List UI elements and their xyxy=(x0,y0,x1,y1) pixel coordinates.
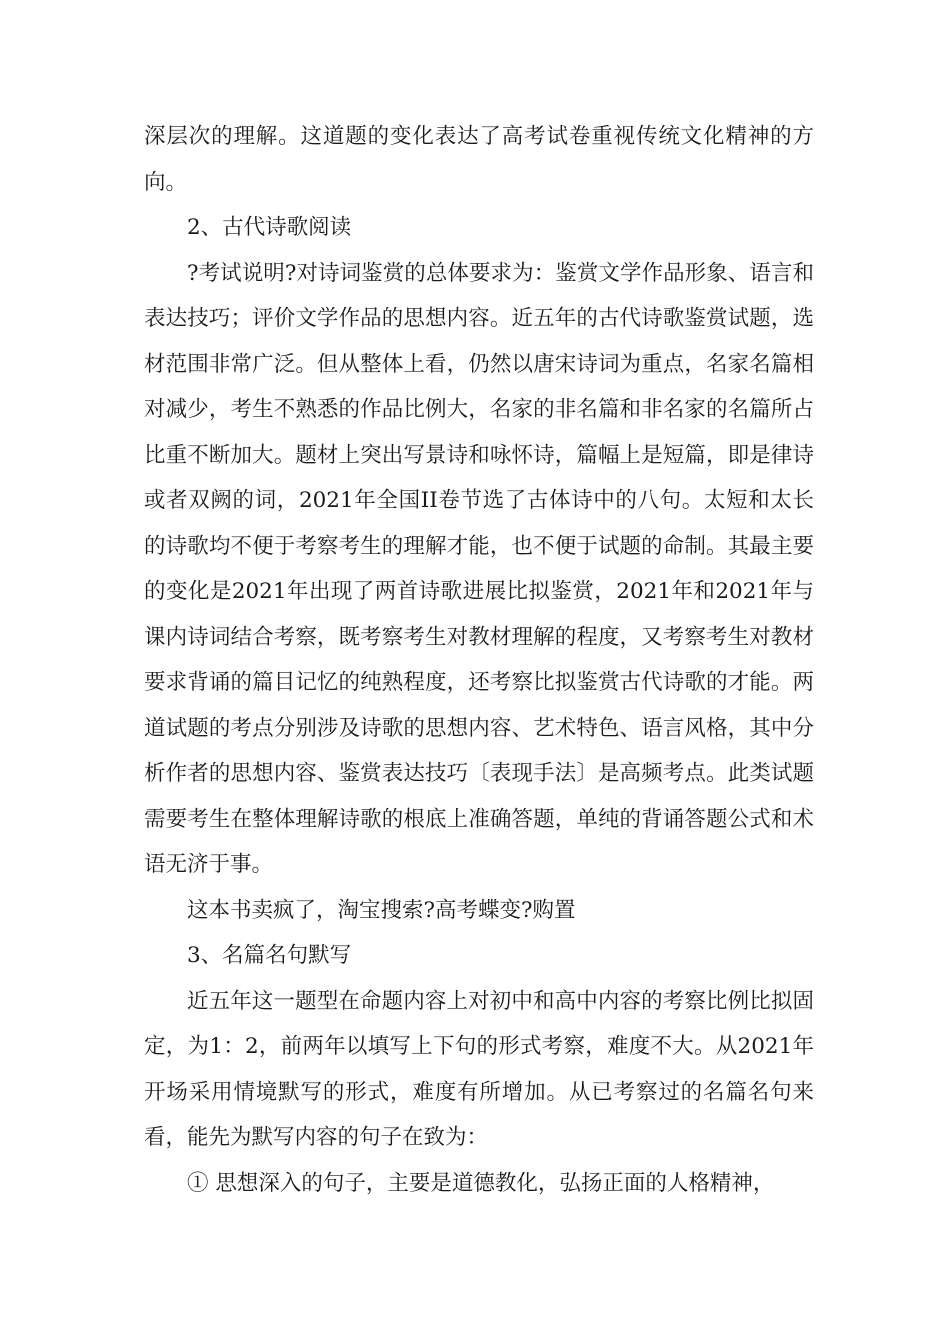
document-body xyxy=(144,114,814,1206)
section-heading-poetry-reading: 2、古代诗歌阅读 xyxy=(187,215,352,240)
list-item-1: ① 思想深入的句子，主要是道德教化，弘扬正面的人格精神， xyxy=(187,1170,775,1196)
paragraph-poetry-analysis: ?考试说明?对诗词鉴赏的总体要求为：鉴赏文学作品形象、语言和表达技巧；评价文学作品的思想内容。近五年的古代诗歌鉴赏试题，选材范围非常广泛。但从整体上看，仍然以唐宋诗词为重点，名家名篇相对减少，考生不熟悉的作品比例大，名家的非名篇和非名家的名篇所占比重不断加大。题材上突出写景诗和咏怀诗，篇幅上是短篇，即是律诗或者双阙的词，2021年全国II卷节选了古体诗中的八句。太短和太长的诗歌均不便于考察考生的理解才能，也不便于试题的命制。其最主要的变化是2021年出现了两首诗歌进展比拟鉴赏，2021年和2021年与课内诗词结合考察，既考察考生对教材理解的程度，又考察考生对教材要求背诵的篇目记忆的纯熟程度，还考察比拟鉴赏古代诗歌的才能。两道试题的考点分别涉及诗歌的思想内容、艺术特色、语言风格，其中分析作者的思想内容、鉴赏表达技巧〔表现手法〕是高频考点。此类试题需要考生在整体理解诗歌的根底上准确答题，单纯的背诵答题公式和术语无济于事。 xyxy=(144,260,814,877)
paragraph-continuation: 深层次的理解。这道题的变化表达了高考试卷重视传统文化精神的方向。 xyxy=(144,124,814,195)
paragraph-famous-lines-analysis: 近五年这一题型在命题内容上对初中和高中内容的考察比例比拟固定，为1：2，前两年以填写上下句的形式考察，难度不大。从2021年开场采用情境默写的形式，难度有所增加。从已考察过的名篇名句来看，能先为默写内容的句子在致为： xyxy=(144,988,814,1150)
section-heading-famous-lines: 3、名篇名句默写 xyxy=(187,943,352,968)
paragraph-book-promo: 这本书卖疯了，淘宝搜索?高考蝶变?购置 xyxy=(187,897,576,923)
